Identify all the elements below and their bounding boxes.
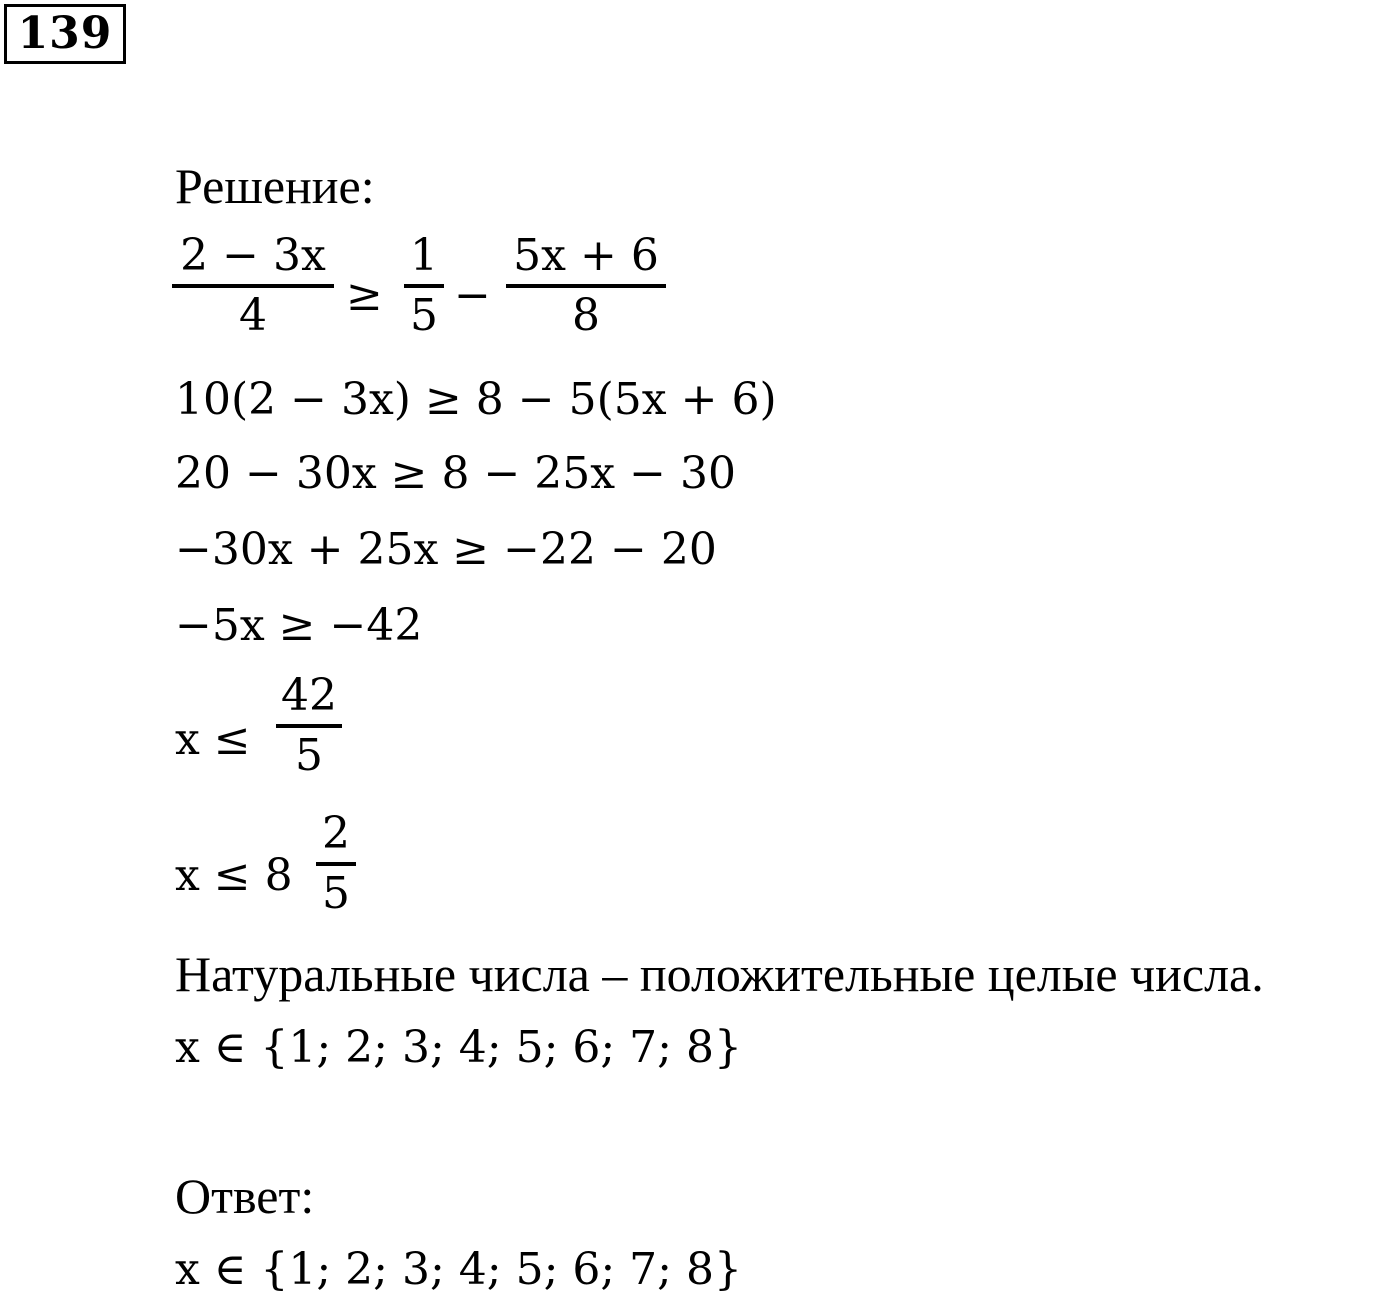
problem-number-box: 139 xyxy=(4,4,126,64)
fraction-left-numerator: 2 − 3x xyxy=(172,228,334,288)
step-5-equation: −5x ≥ −42 xyxy=(175,600,423,651)
step-7-numerator: 2 xyxy=(316,806,356,866)
step-3-equation: 20 − 30x ≥ 8 − 25x − 30 xyxy=(175,448,736,499)
fraction-left xyxy=(172,228,334,344)
step-6-fraction xyxy=(276,668,342,784)
fraction-middle-denominator: 5 xyxy=(410,290,438,341)
fraction-left-denominator: 4 xyxy=(239,290,267,341)
solution-set: x ∈ {1; 2; 3; 4; 5; 6; 7; 8} xyxy=(175,1022,742,1073)
fraction-middle xyxy=(404,228,444,344)
step-2-equation: 10(2 − 3x) ≥ 8 − 5(5x + 6) xyxy=(175,374,777,425)
step-4-equation: −30x + 25x ≥ −22 − 20 xyxy=(175,524,717,575)
answer-set: x ∈ {1; 2; 3; 4; 5; 6; 7; 8} xyxy=(175,1244,742,1295)
answer-label: Ответ: xyxy=(175,1168,315,1224)
natural-numbers-note: Натуральные числа – положительные целые числа. xyxy=(175,946,1264,1002)
relation-sign: ≥ xyxy=(346,270,383,321)
fraction-right-denominator: 8 xyxy=(572,290,600,341)
step-7-denominator: 5 xyxy=(322,868,350,919)
fraction-right-numerator: 5x + 6 xyxy=(506,228,666,288)
step-7-lhs: x ≤ 8 xyxy=(175,850,293,901)
minus-sign: − xyxy=(454,270,491,321)
fraction-right xyxy=(506,228,666,344)
step-7-fraction xyxy=(316,806,356,922)
solution-label: Решение: xyxy=(175,158,375,214)
fraction-middle-numerator: 1 xyxy=(404,228,444,288)
step-6-numerator: 42 xyxy=(276,668,342,728)
step-6-denominator: 5 xyxy=(295,730,323,781)
step-6-lhs: x ≤ xyxy=(175,714,251,765)
